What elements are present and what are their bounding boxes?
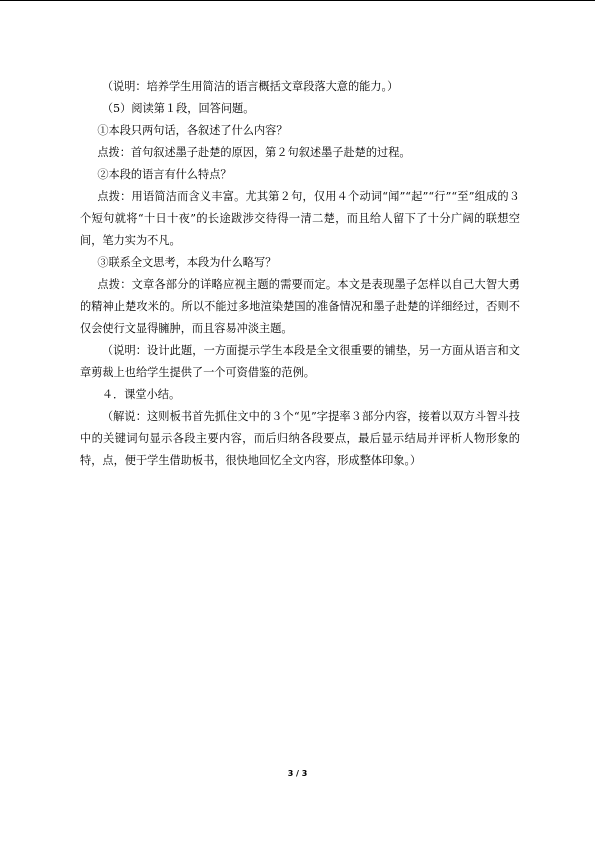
paragraph-question-5: （5）阅读第１段，回答问题。 — [101, 102, 255, 115]
paragraph-hint-1: 点拨：首句叙述墨子赴楚的原因，第２句叙述墨子赴楚的过程。 — [97, 146, 411, 159]
paragraph-question-3: ③联系全文思考，本段为什么略写？ — [97, 256, 277, 269]
paragraph-note-design: （说明：设计此题，一方面提示学生本段是全文很重要的铺垫，另一方面从语言和文章剪裁上也给学生提供了一个可资借鉴的范例。 — [80, 344, 520, 379]
paragraph-note-summary: （说明：培养学生用简洁的语言概括文章段落大意的能力。） — [101, 80, 399, 93]
header-rule — [0, 0, 595, 1]
paragraph-hint-2: 点拨：用语简洁而含义丰富。尤其第２句，仅用４个动词“闻”“起”“行”“至”组成的３个短句就将“十日十夜”的长途跋涉交待得一清二楚，而且给人留下了十分广阔的联想空间，笔力实为不凡。 — [80, 190, 520, 247]
paragraph-explanation: （解说：这则板书首先抓住文中的３个“见”字提率３部分内容，接着以双方斗智斗技中的关键词句显示各段主要内容，而后归纳各段要点，最后显示结局并评析人物形象的特，点，便于学生借助板书，很快地回忆全文内容，形成整体印象。） — [80, 410, 520, 467]
paragraph-question-2: ②本段的语言有什么特点？ — [97, 168, 232, 181]
paragraph-class-summary: ４．课堂小结。 — [101, 388, 181, 401]
paragraph-hint-3: 点拨：文章各部分的详略应视主题的需要而定。本文是表现墨子怎样以自己大智大勇的精神止楚攻米的。所以不能过多地渲染楚国的准备情况和墨子赴楚的详细经过，否则不仅会使行文显得臃肿，而且容易冲淡主题。 — [80, 278, 520, 335]
paragraph-question-1: ①本段只两句话，各叙述了什么内容？ — [97, 124, 288, 137]
document-body — [80, 76, 520, 472]
page-number: 3 / 3 — [287, 769, 308, 778]
